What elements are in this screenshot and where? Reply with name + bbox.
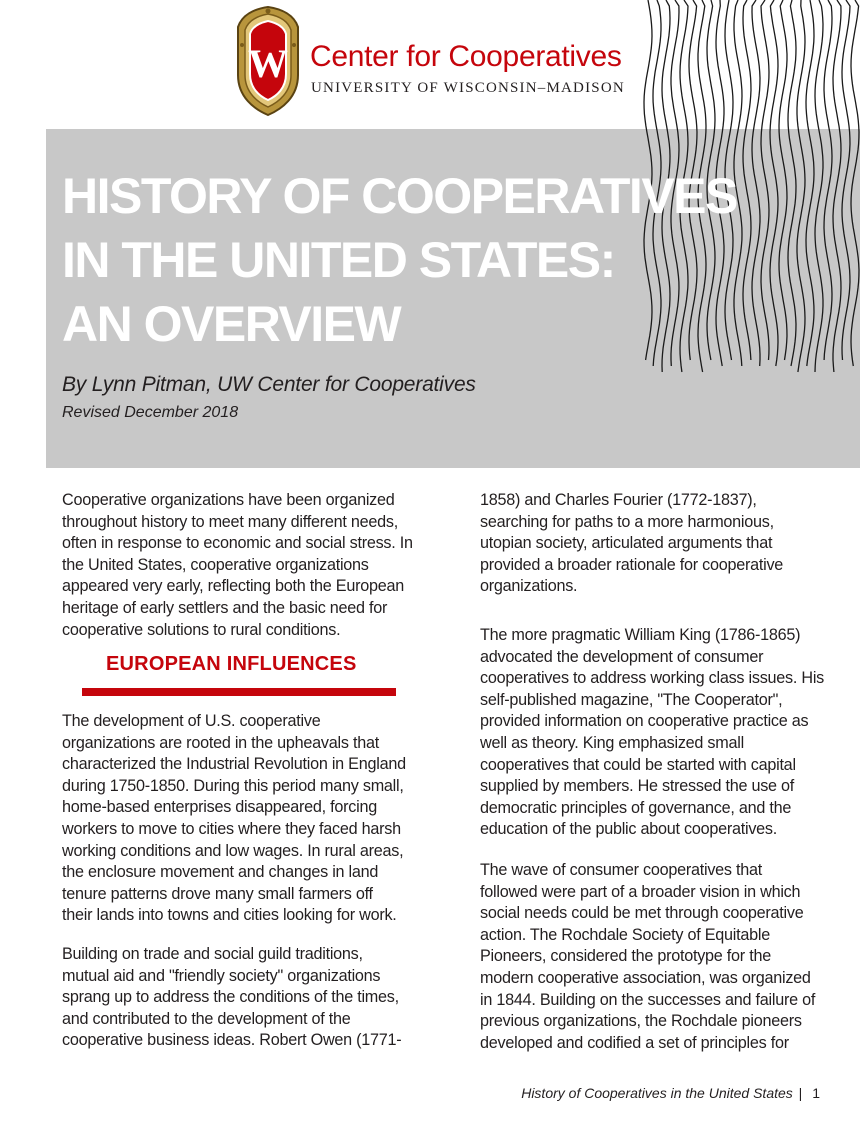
text-line: cooperative business ideas. Robert Owen (1771-	[62, 1031, 402, 1050]
wave-line	[815, 0, 823, 372]
body-paragraph	[62, 711, 440, 927]
text-line: throughout history to meet many different needs,	[62, 512, 398, 531]
text-line: Pioneers, considered the prototype for the	[480, 947, 771, 966]
revised-date: Revised December 2018	[62, 404, 239, 421]
text-line: during 1750-1850. During this period many small,	[62, 776, 404, 795]
text-line: their lands into towns and cities looking for work.	[62, 906, 397, 925]
title-line: AN OVERVIEW	[62, 296, 401, 352]
text-line: and contributed to the development of the	[62, 1009, 351, 1028]
text-line: provided a broader rationale for cooperative	[480, 555, 784, 574]
text-line: organizations.	[480, 577, 578, 596]
title-line: IN THE UNITED STATES:	[62, 232, 615, 288]
wave-line	[833, 0, 841, 372]
wave-line	[761, 0, 769, 360]
wave-line	[788, 0, 796, 366]
text-line: advocated the development of consumer	[480, 647, 764, 666]
text-line: developed and codified a set of principles for	[480, 1033, 789, 1052]
page-footer	[521, 1085, 820, 1101]
text-line: followed were part of a broader vision in which	[480, 882, 801, 901]
text-line: cooperative solutions to rural conditions.	[62, 620, 341, 639]
text-line: Building on trade and social guild traditions,	[62, 945, 363, 963]
text-line: The wave of consumer cooperatives that	[480, 861, 763, 879]
wave-line	[842, 0, 850, 360]
text-line: education of the public about cooperatives.	[480, 820, 778, 839]
text-line: action. The Rochdale Society of Equitable	[480, 925, 771, 944]
text-line: modern cooperative association, was organized	[480, 968, 811, 987]
body-paragraph	[480, 625, 852, 841]
text-line: The more pragmatic William King (1786-1865)	[480, 626, 801, 644]
wave-line	[770, 0, 778, 366]
page-number: 1	[812, 1085, 820, 1101]
text-line: previous organizations, the Rochdale pioneers	[480, 1012, 802, 1031]
text-line: characterized the Industrial Revolution in England	[62, 755, 406, 774]
text-line: the enclosure movement and changes in land	[62, 863, 379, 882]
wave-line	[806, 0, 814, 366]
text-line: searching for paths to a more harmonious,	[480, 512, 774, 531]
text-line: well as theory. King emphasized small	[480, 733, 744, 752]
text-line: mutual aid and "friendly society" organizations	[62, 966, 381, 985]
heading-underline	[82, 688, 396, 696]
text-line: 1858) and Charles Fourier (1772-1837),	[480, 491, 757, 509]
body-paragraph	[62, 944, 440, 1052]
wave-line	[824, 0, 832, 360]
wave-line	[779, 0, 787, 360]
text-line: appeared very early, reflecting both the European	[62, 577, 405, 596]
title-line: HISTORY OF COOPERATIVES	[62, 168, 737, 224]
wave-line	[851, 0, 859, 366]
org-subtitle: UNIVERSITY OF WISCONSIN–MADISON	[311, 80, 625, 96]
text-line: workers to move to cities where they faced harsh	[62, 819, 401, 838]
text-line: self-published magazine, "The Cooperator",	[480, 690, 783, 709]
page-title	[62, 164, 737, 356]
text-line: democratic principles of governance, and the	[480, 798, 792, 817]
wave-line	[752, 0, 760, 366]
body-paragraph	[480, 860, 852, 1054]
text-line: cooperatives to address working class issues. His	[480, 669, 825, 688]
text-line: sprang up to address the conditions of the times,	[62, 988, 399, 1007]
text-line: The development of U.S. cooperative	[62, 712, 321, 730]
footer-separator: |	[798, 1085, 803, 1101]
text-line: home-based enterprises disappeared, forcing	[62, 798, 377, 817]
section-heading: EUROPEAN INFLUENCES	[106, 653, 357, 675]
author-byline: By Lynn Pitman, UW Center for Cooperatives	[62, 373, 476, 396]
text-line: tenure patterns drove many small farmers off	[62, 884, 373, 903]
wave-line	[743, 0, 751, 360]
text-line: organizations are rooted in the upheavals that	[62, 733, 379, 752]
text-line: heritage of early settlers and the basic need for	[62, 598, 388, 617]
text-line: social needs could be met through cooperative	[480, 904, 804, 923]
text-line: cooperatives that could be started with capital	[480, 755, 796, 774]
wave-line	[797, 0, 805, 372]
org-name: Center for Cooperatives	[310, 40, 622, 73]
running-title: History of Cooperatives in the United States	[521, 1085, 793, 1101]
text-line: provided information on cooperative practice as	[480, 712, 809, 731]
intro-paragraph	[62, 490, 440, 641]
text-line: the United States, cooperative organizations	[62, 555, 369, 574]
crest-letter: W	[248, 41, 288, 86]
text-line: working conditions and low wages. In rural areas,	[62, 841, 404, 860]
text-line: Cooperative organizations have been organized	[62, 491, 395, 509]
text-line: often in response to economic and social stress. In	[62, 534, 413, 553]
uw-crest-icon	[234, 5, 302, 117]
body-paragraph	[480, 490, 852, 598]
text-line: utopian society, articulated arguments that	[480, 534, 773, 553]
text-line: in 1844. Building on the successes and failure of	[480, 990, 816, 1009]
text-line: supplied by members. He stressed the use of	[480, 777, 795, 796]
